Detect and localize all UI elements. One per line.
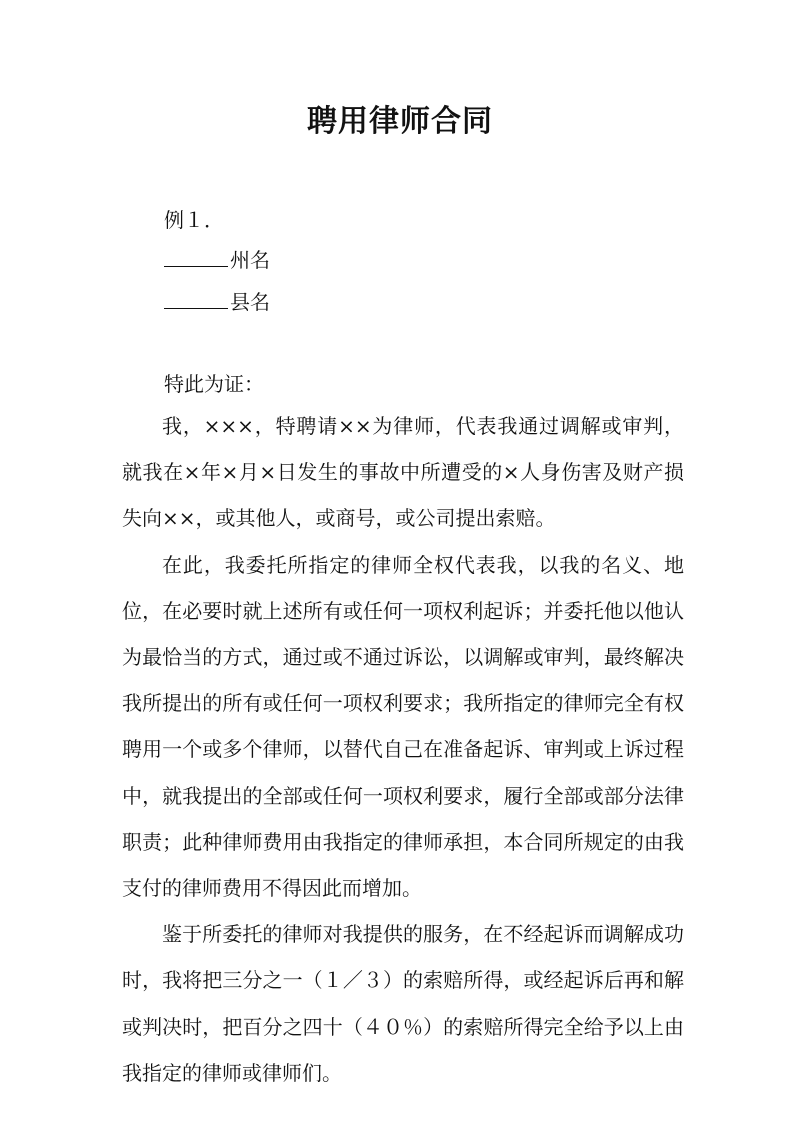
state-name-line xyxy=(164,246,270,274)
paragraph-3: 鉴于所委托的律师对我提供的服务，在不经起诉而调解成功时，我将把三分之一（１／３）的索赔所得，或经起诉后再和解或判决时，把百分之四十（４０％）的索赔所得完全给予以上由我指定的律师或律师们。 xyxy=(122,922,684,1085)
county-name-line xyxy=(164,288,270,316)
county-name-blank xyxy=(164,290,228,309)
paragraph-2: 在此，我委托所指定的律师全权代表我，以我的名义、地位，在必要时就上述所有或任何一项权利起诉；并委托他以他认为最恰当的方式，通过或不通过诉讼，以调解或审判，最终解决我所提出的所有或任何一项权利要求；我所指定的律师完全有权聘用一个或多个律师，以替代自己在准备起诉、审判或上诉过程中，就我提出的全部或任何一项权利要求，履行全部或部分法律职责；此种律师费用由我指定的律师承担，本合同所规定的由我支付的律师费用不得因此而增加。 xyxy=(122,552,684,901)
example-label: 例１． xyxy=(164,208,224,232)
document-title: 聘用律师合同 xyxy=(307,104,493,139)
paragraph-1: 我，×××，特聘请××为律师，代表我通过调解或审判，就我在×年×月×日发生的事故中所遭受的×人身伤害及财产损失向××，或其他人，或商号，或公司提出索赔。 xyxy=(122,414,684,531)
intro-text: 特此为证： xyxy=(164,372,264,396)
state-name-blank xyxy=(164,248,228,267)
state-name-label: 州名 xyxy=(230,248,270,272)
contract-body xyxy=(122,403,684,1096)
county-name-label: 县名 xyxy=(230,290,270,314)
